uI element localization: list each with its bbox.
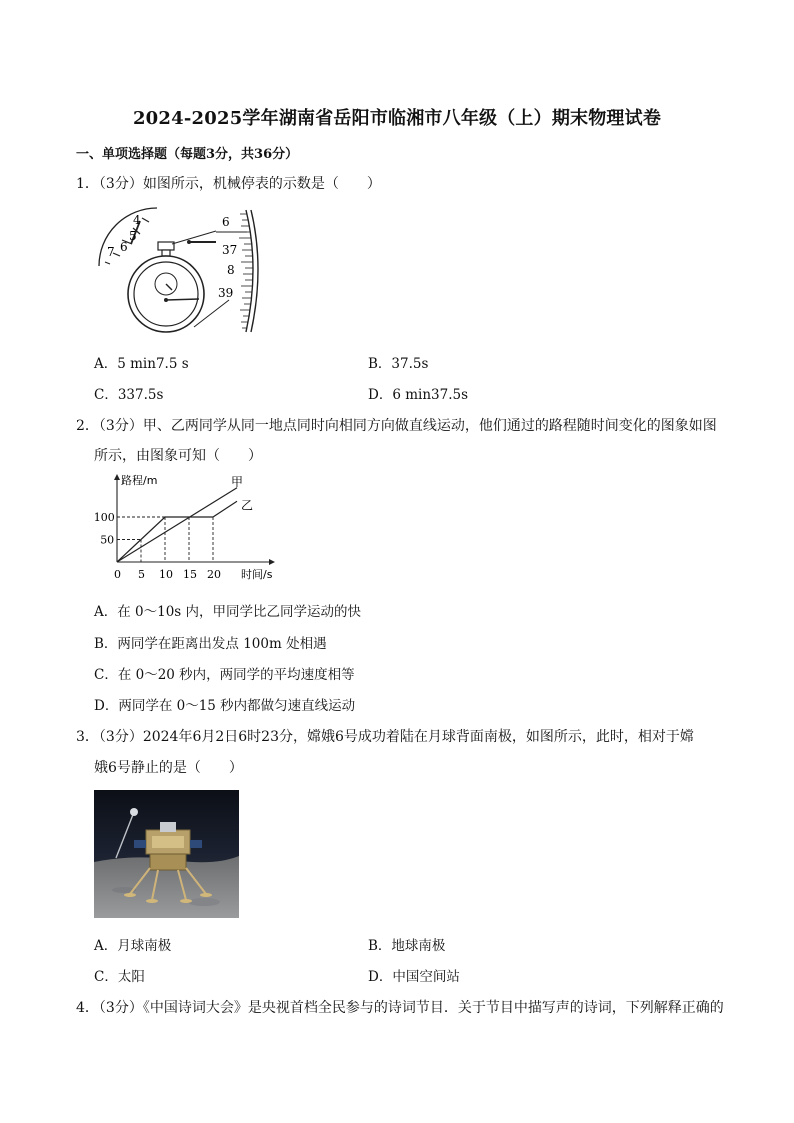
stopwatch-figure <box>96 204 266 338</box>
q3-option-c: C．太阳 <box>94 969 145 985</box>
second-pointer <box>166 299 199 300</box>
ascender <box>160 822 176 832</box>
x-tick-label: 15 <box>183 568 197 581</box>
scale-label: 6 <box>222 215 230 229</box>
x-axis-arrow <box>269 559 275 565</box>
antenna-dish <box>130 808 138 816</box>
q3-option-d: D．中国空间站 <box>368 969 460 985</box>
x-tick-label: 20 <box>207 568 221 581</box>
question-1-stem: 1．（3分）如图所示，机械停表的示数是（ ） <box>76 176 381 192</box>
q1-option-b: B．37.5s <box>368 356 429 372</box>
scale-label: 8 <box>227 263 235 277</box>
stopwatch-stem <box>162 250 170 256</box>
y-axis-label: 路程/m <box>121 474 158 487</box>
q2-option-b: B．两同学在距离出发点 100m 处相遇 <box>94 636 327 652</box>
scale-label: 37 <box>222 243 238 257</box>
dial-label: 4 <box>133 213 141 227</box>
stopwatch-center <box>164 298 168 302</box>
y-tick-label: 100 <box>93 511 115 524</box>
dial-label: 6 <box>120 240 128 254</box>
question-4-stem-line1: 4．（3分）《中国诗词大会》是央视首档全民参与的诗词节目．关于节目中描写声的诗词，下列解释正确的 <box>76 1000 724 1016</box>
q2-option-c: C．在 0～20 秒内，两同学的平均速度相等 <box>94 667 355 683</box>
solar-panel <box>190 840 202 848</box>
question-2-stem-line2: 所示，由图象可知（ ） <box>94 448 262 464</box>
q2-option-a: A．在 0～10s 内，甲同学比乙同学运动的快 <box>94 604 362 620</box>
dial-label: 5 <box>129 229 137 243</box>
solar-panel <box>134 840 146 848</box>
question-3-stem-line1: 3．（3分）2024年6月2日6时23分，嫦娥6号成功着陆在月球背面南极，如图所示，此时，相对于嫦 <box>76 729 694 745</box>
lander-photo <box>94 790 239 918</box>
q3-option-a: A．月球南极 <box>94 938 172 954</box>
section-heading: 一、单项选择题（每题3分，共36分） <box>76 147 299 162</box>
series-line-jia <box>117 488 237 562</box>
x-tick-label: 10 <box>159 568 173 581</box>
x-axis-label: 时间/s <box>241 568 273 581</box>
q3-option-b: B．地球南极 <box>368 938 446 954</box>
series-label: 乙 <box>241 498 254 513</box>
series-line-yi <box>117 501 237 562</box>
minute-tick <box>142 218 149 222</box>
scale-ticks <box>239 214 253 328</box>
scale-arc <box>246 210 253 332</box>
q1-option-c: C．337.5s <box>94 387 164 403</box>
scale-label: 39 <box>218 286 234 300</box>
question-3-stem-line2: 娥6号静止的是（ ） <box>94 760 243 776</box>
y-axis-arrow <box>114 474 120 480</box>
page-title: 2024-2025学年湖南省岳阳市临湘市八年级（上）期末物理试卷 <box>132 108 662 129</box>
minute-tick <box>105 262 110 264</box>
stopwatch-crown <box>158 242 174 250</box>
x-tick-label: 0 <box>114 568 121 581</box>
q1-option-a: A．5 min7.5 s <box>94 356 189 372</box>
series-label: 甲 <box>231 474 244 489</box>
distance-time-chart <box>93 472 283 584</box>
dial-label: 7 <box>107 245 115 259</box>
x-tick-label: 5 <box>138 568 145 581</box>
pointer-pivot <box>187 240 191 244</box>
scale-arc-outer <box>251 210 258 332</box>
question-2-stem-line1: 2．（3分）甲、乙两同学从同一地点同时向相同方向做直线运动，他们通过的路程随时间变化的图象如图 <box>76 418 717 434</box>
q1-option-d: D．6 min37.5s <box>368 387 469 403</box>
y-tick-label: 50 <box>100 533 115 547</box>
q2-option-d: D．两同学在 0～15 秒内都做匀速直线运动 <box>94 698 356 714</box>
